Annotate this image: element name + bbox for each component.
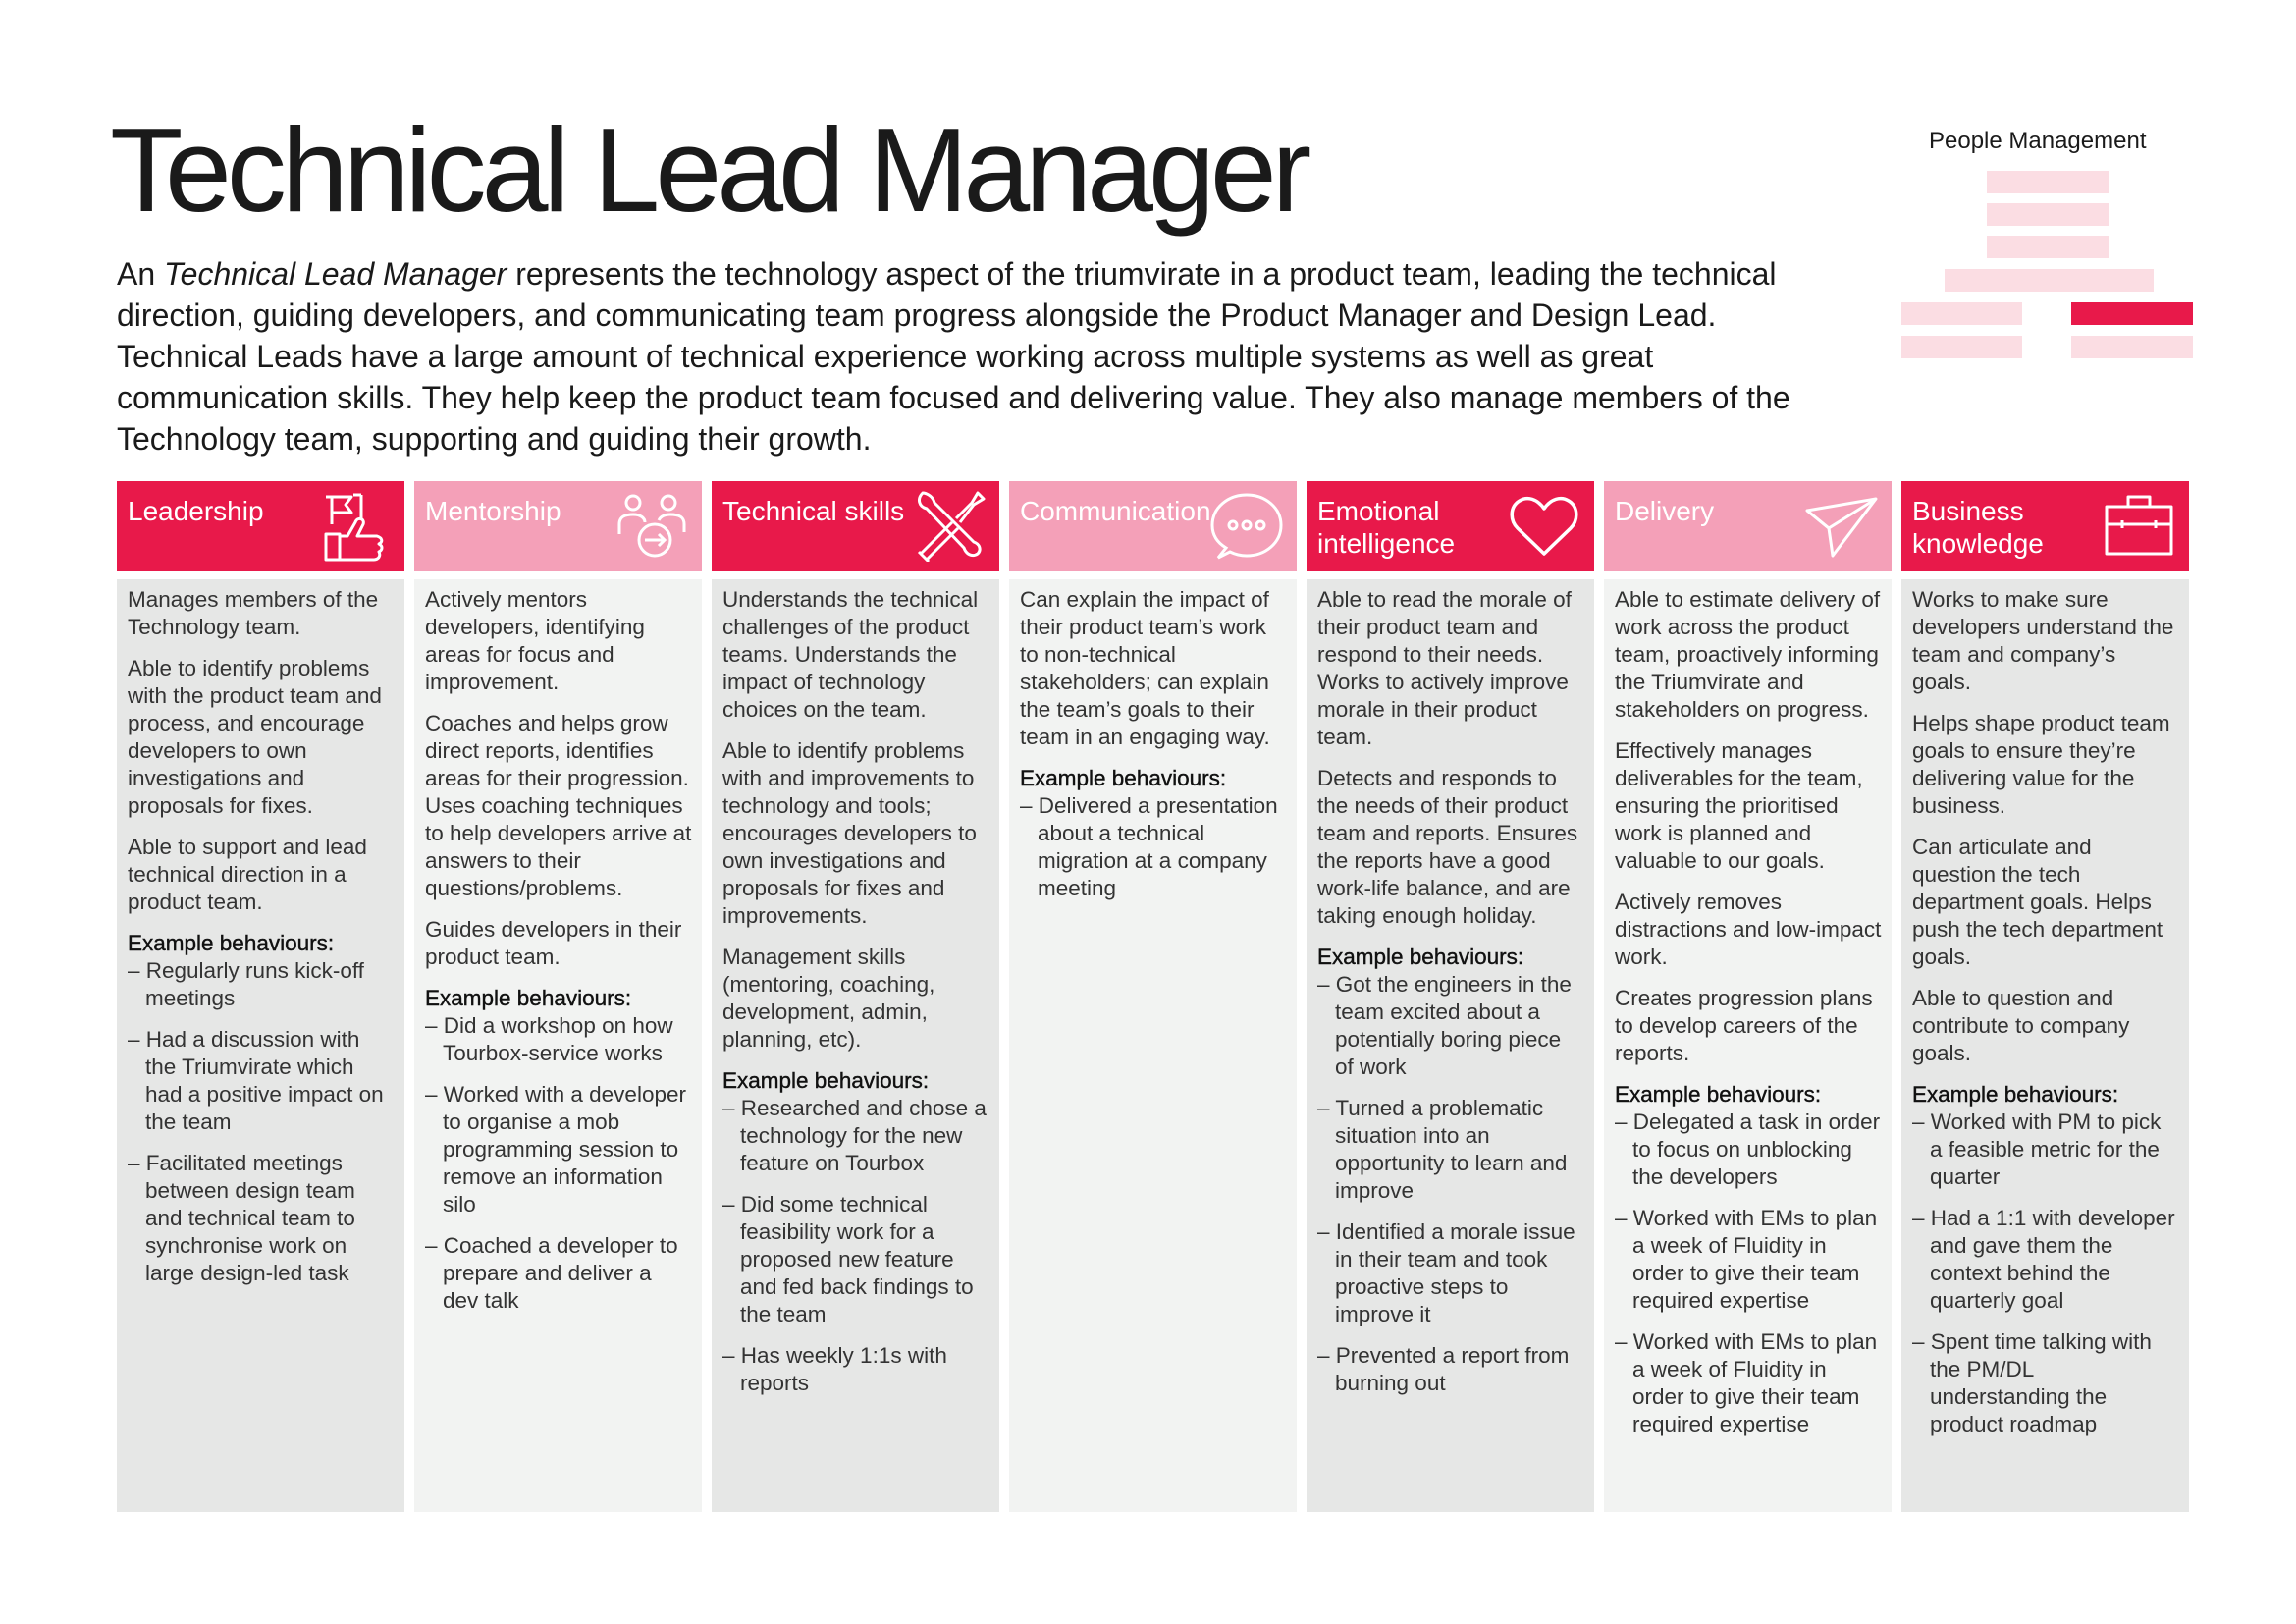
list-item: – Got the engineers in the team excited about a potentially boring piece of work	[1317, 971, 1584, 1081]
examples-title: Example behaviours:	[1317, 945, 1524, 969]
column-leadership	[117, 481, 404, 1512]
list-item: – Had a discussion with the Triumvirate which had a positive impact on the team	[128, 1026, 395, 1136]
examples-list	[1317, 971, 1584, 1397]
column-business-knowledge	[1901, 481, 2189, 1512]
paragraph: Actively removes distractions and low-impact work.	[1615, 890, 1882, 969]
column-body	[1009, 579, 1297, 1512]
paragraph: Coaches and helps grow direct reports, identifies areas for their progression. Uses coaching techniques to help developers arrive at answers to their questions/problems.	[425, 711, 692, 900]
list-item: – Worked with EMs to plan a week of Fluidity in order to give their team required expertise	[1615, 1328, 1882, 1438]
paragraph: Management skills (mentoring, coaching, development, admin, planning, etc).	[722, 945, 935, 1052]
column-header	[117, 481, 404, 571]
paragraph: Able to identify problems with and improvements to technology and tools; encourages developers to own investigations and proposals for fixes and improvements.	[722, 738, 977, 928]
paragraph: Guides developers in their product team.	[425, 917, 682, 969]
column-body	[1901, 579, 2189, 1512]
column-body	[1604, 579, 1892, 1512]
column-header	[1009, 481, 1297, 571]
briefcase-icon	[2103, 489, 2175, 562]
page-title: Technical Lead Manager	[110, 103, 1308, 237]
examples-title: Example behaviours:	[1615, 1082, 1822, 1107]
level-bar	[1987, 236, 2109, 258]
column-header	[414, 481, 702, 571]
paper-plane-icon	[1805, 489, 1878, 562]
column-title: Communication	[1020, 496, 1211, 526]
paragraph: Understands the technical challenges of the product teams. Understands the impact of technology choices on the team.	[722, 587, 979, 722]
paragraph: Able to estimate delivery of work across the product team, proactively informing the Triumvirate and stakeholders on progress.	[1615, 587, 1881, 722]
paragraph: Helps shape product team goals to ensure they’re delivering value for the business.	[1912, 711, 2170, 818]
column-emotional-intelligence	[1307, 481, 1594, 1512]
intro-body: represents the technology aspect of the triumvirate in a product team, leading the technical direction, guiding developers, and communicating team progress alongside the Product Manager and Design Lead. Technical Leads have a large amount of technical experience working across multiple systems as well as great communication skills. They help keep the product team focused and delivering value. They also manage members of the Technology team, supporting and guiding their growth.	[117, 256, 1790, 457]
tools-icon	[913, 489, 986, 562]
paragraph: Can explain the impact of their product team’s work to non-technical stakeholders; can explain the team’s goals to their team in an engaging way.	[1020, 587, 1270, 749]
list-item: – Researched and chose a technology for the new feature on Tourbox	[722, 1095, 989, 1177]
column-title: Technical skills	[722, 496, 905, 526]
column-title: Business knowledge	[1912, 496, 2044, 559]
column-title: Emotional intelligence	[1317, 496, 1456, 559]
list-item: – Had a 1:1 with developer and gave them the context behind the quarterly goal	[1912, 1205, 2179, 1315]
column-header	[1901, 481, 2189, 571]
level-bar	[1901, 302, 2022, 325]
column-header	[712, 481, 999, 571]
paragraph: Able to identify problems with the product team and process, and encourage developers to own investigations and proposals for fixes.	[128, 656, 382, 818]
level-bar	[2071, 336, 2193, 358]
list-item: – Did some technical feasibility work for a proposed new feature and fed back findings to the team	[722, 1191, 989, 1328]
paragraph: Creates progression plans to develop careers of the reports.	[1615, 986, 1873, 1065]
column-title: Leadership	[128, 496, 264, 526]
list-item: – Worked with PM to pick a feasible metric for the quarter	[1912, 1109, 2179, 1191]
list-item: – Has weekly 1:1s with reports	[722, 1342, 989, 1397]
list-item: – Turned a problematic situation into an opportunity to learn and improve	[1317, 1095, 1584, 1205]
mentorship-icon	[615, 489, 688, 562]
list-item: – Did a workshop on how Tourbox-service works	[425, 1012, 692, 1067]
column-body	[414, 579, 702, 1512]
paragraph: Manages members of the Technology team.	[128, 587, 379, 639]
list-item: – Worked with EMs to plan a week of Fluidity in order to give their team required expertise	[1615, 1205, 1882, 1315]
paragraph: Can articulate and question the tech department goals. Helps push the tech department goals.	[1912, 835, 2163, 969]
examples-title: Example behaviours:	[128, 931, 335, 955]
examples-list	[425, 1012, 692, 1315]
column-mentorship	[414, 481, 702, 1512]
column-communication	[1009, 481, 1297, 1512]
paragraph: Able to support and lead technical direction in a product team.	[128, 835, 367, 914]
intro-paragraph	[117, 253, 1844, 460]
paragraph: Able to question and contribute to company goals.	[1912, 986, 2130, 1065]
examples-list	[1615, 1109, 1882, 1438]
heart-icon	[1508, 489, 1580, 562]
list-item: – Identified a morale issue in their team and took proactive steps to improve it	[1317, 1218, 1584, 1328]
intro-prefix: An	[117, 256, 165, 292]
level-bar	[1945, 269, 2154, 292]
leadership-icon	[318, 489, 391, 562]
list-item: – Facilitated meetings between design team and technical team to synchronise work on large design-led task	[128, 1150, 395, 1287]
list-item: – Spent time talking with the PM/DL understanding the product roadmap	[1912, 1328, 2179, 1438]
list-item: – Prevented a report from burning out	[1317, 1342, 1584, 1397]
column-technical-skills	[712, 481, 999, 1512]
examples-list	[128, 957, 395, 1287]
column-title: Mentorship	[425, 496, 561, 526]
examples-title: Example behaviours:	[1020, 766, 1227, 790]
examples-title: Example behaviours:	[722, 1068, 930, 1093]
examples-list	[1912, 1109, 2179, 1438]
examples-title: Example behaviours:	[1912, 1082, 2119, 1107]
column-delivery	[1604, 481, 1892, 1512]
level-bar	[1987, 171, 2109, 193]
level-bar	[1901, 336, 2022, 358]
column-body	[712, 579, 999, 1512]
column-body	[117, 579, 404, 1512]
examples-list	[1020, 792, 1287, 902]
intro-role: Technical Lead Manager	[164, 256, 507, 292]
list-item: – Delivered a presentation about a technical migration at a company meeting	[1020, 792, 1287, 902]
column-title: Delivery	[1615, 496, 1715, 526]
category-label: People Management	[1929, 128, 2147, 154]
speech-bubble-icon	[1210, 489, 1283, 562]
list-item: – Regularly runs kick-off meetings	[128, 957, 395, 1012]
competency-columns	[117, 481, 2189, 1512]
paragraph: Effectively manages deliverables for the team, ensuring the prioritised work is planned and valuable to our goals.	[1615, 738, 1863, 873]
list-item: – Delegated a task in order to focus on unblocking the developers	[1615, 1109, 1882, 1191]
column-body	[1307, 579, 1594, 1512]
level-bar-active	[2071, 302, 2193, 325]
list-item: – Worked with a developer to organise a mob programming session to remove an information silo	[425, 1081, 692, 1218]
examples-list	[722, 1095, 989, 1397]
paragraph: Able to read the morale of their product team and respond to their needs. Works to actively improve morale in their product team.	[1317, 587, 1572, 749]
column-header	[1307, 481, 1594, 571]
paragraph: Works to make sure developers understand the team and company’s goals.	[1912, 587, 2174, 694]
column-header	[1604, 481, 1892, 571]
level-bar	[1987, 203, 2109, 226]
paragraph: Detects and responds to the needs of their product team and reports. Ensures the reports have a good work-life balance, and are taking enough holiday.	[1317, 766, 1578, 928]
examples-title: Example behaviours:	[425, 986, 632, 1010]
paragraph: Actively mentors developers, identifying areas for focus and improvement.	[425, 587, 645, 694]
list-item: – Coached a developer to prepare and deliver a dev talk	[425, 1232, 692, 1315]
